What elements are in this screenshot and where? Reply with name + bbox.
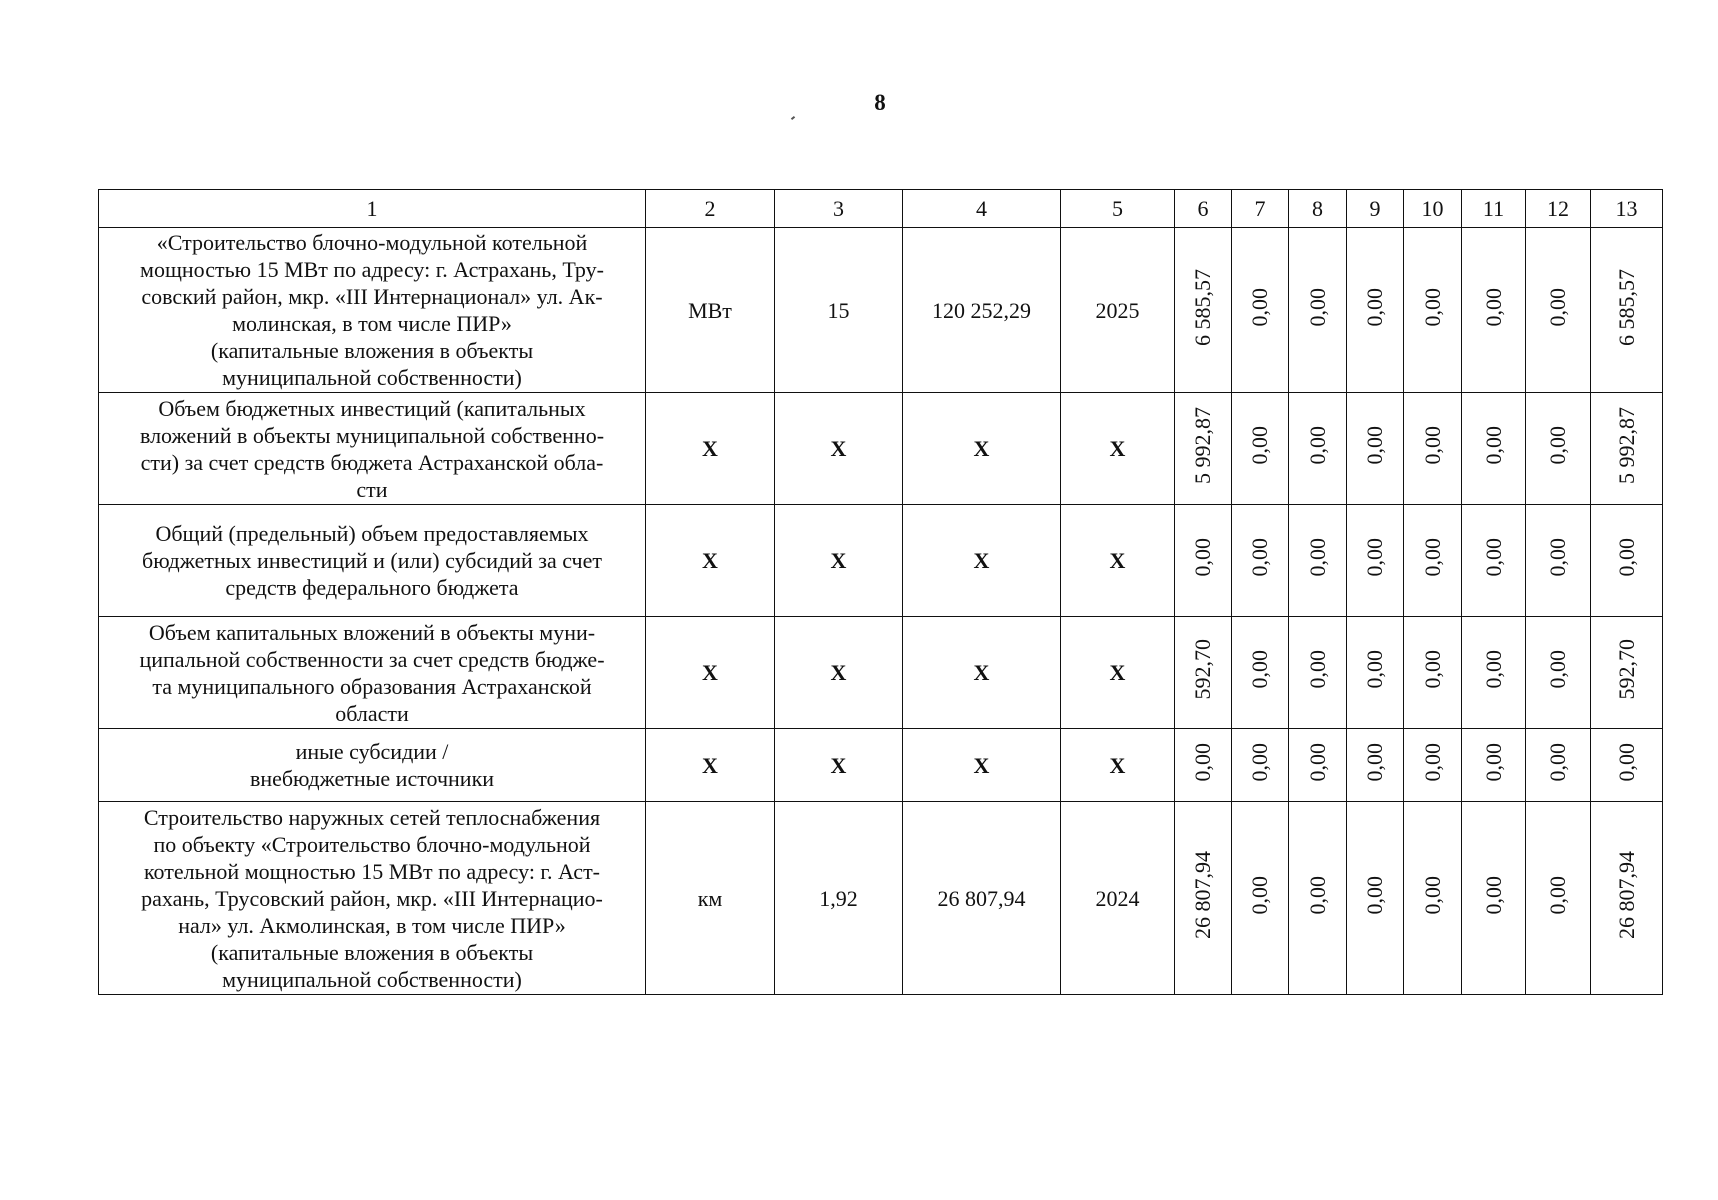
value-text: 0,00: [1419, 875, 1445, 915]
value-cell: [1404, 228, 1462, 393]
capacity-cell: 15: [775, 228, 903, 393]
header-cell: 7: [1232, 190, 1289, 228]
value-cell: [1175, 393, 1232, 505]
capacity-cell: X: [775, 729, 903, 802]
page-number: 8: [874, 90, 886, 115]
table-row: [99, 228, 1663, 393]
value-cell: [1232, 228, 1289, 393]
value-cell: [1462, 393, 1526, 505]
value-cell: [1347, 393, 1404, 505]
value-cell: [1232, 729, 1289, 802]
description-line: «Строительство блочно-модульной котельной: [156, 230, 588, 255]
value-text: 6 585,57: [1613, 268, 1639, 346]
value-text: 0,00: [1545, 650, 1570, 689]
value-cell: [1526, 617, 1591, 729]
description-line: Строительство наружных сетей теплоснабжения: [143, 804, 601, 830]
value-cell: [1526, 505, 1591, 617]
value-text: 0,00: [1304, 875, 1330, 915]
value-cell: [1232, 505, 1289, 617]
header-cell: 13: [1591, 190, 1663, 228]
value-text: 0,00: [1545, 875, 1570, 915]
value-cell: [1347, 228, 1404, 393]
table-row: [99, 393, 1663, 505]
value-text: 0,00: [1190, 742, 1215, 782]
value-cell: [1289, 802, 1347, 995]
value-text: 26 807,94: [1190, 851, 1215, 939]
value-cell: [1462, 729, 1526, 802]
stray-mark: [791, 116, 795, 120]
value-cell: [1347, 802, 1404, 995]
value-text: 0,00: [1362, 538, 1387, 577]
row-description: [99, 729, 646, 802]
capacity-cell: X: [775, 617, 903, 729]
value-text: 0,00: [1419, 650, 1445, 689]
unit-cell: X: [646, 729, 775, 802]
value-cell: [1462, 228, 1526, 393]
year-cell: X: [1061, 617, 1175, 729]
year-cell: X: [1061, 729, 1175, 802]
value-text: 0,00: [1247, 287, 1272, 327]
value-cell: [1591, 617, 1663, 729]
value-text: 0,00: [1247, 538, 1272, 577]
description-line: совский район, мкр. «III Интернационал» ул. Ак-: [141, 284, 603, 309]
value-cell: [1526, 802, 1591, 995]
unit-cell: км: [646, 802, 775, 995]
value-text: 0,00: [1419, 538, 1445, 577]
capacity-cell: X: [775, 393, 903, 505]
value-text: 0,00: [1613, 742, 1639, 782]
description-line: по объекту «Строительство блочно-модульной: [153, 831, 591, 857]
value-cell: [1591, 505, 1663, 617]
description-line: сти) за счет средств бюджета Астраханской обла-: [140, 449, 604, 475]
value-text: 26 807,94: [1613, 851, 1639, 939]
header-cell: 6: [1175, 190, 1232, 228]
value-cell: [1347, 505, 1404, 617]
value-text: 0,00: [1419, 287, 1445, 327]
value-text: 0,00: [1247, 426, 1272, 465]
value-cell: [1175, 802, 1232, 995]
row-description: [99, 617, 646, 729]
row-description: [99, 802, 646, 995]
value-text: 0,00: [1247, 742, 1272, 782]
description-line: Объем капитальных вложений в объекты муни-: [148, 619, 596, 645]
cost-cell: 26 807,94: [903, 802, 1061, 995]
table-body: [99, 190, 1663, 995]
value-text: 0,00: [1362, 742, 1387, 782]
value-text: 0,00: [1480, 426, 1506, 465]
value-cell: [1289, 617, 1347, 729]
description-line: Общий (предельный) объем предоставляемых: [155, 521, 589, 546]
row-description: [99, 393, 646, 505]
value-cell: [1175, 729, 1232, 802]
year-cell: 2025: [1061, 228, 1175, 393]
description-line: ципальной собственности за счет средств бюдже-: [139, 646, 605, 672]
row-description: [99, 505, 646, 617]
value-cell: [1462, 802, 1526, 995]
header-cell: 12: [1526, 190, 1591, 228]
cost-cell: X: [903, 617, 1061, 729]
value-cell: [1347, 729, 1404, 802]
description-line: вложений в объекты муниципальной собственно-: [139, 422, 605, 448]
value-text: 0,00: [1190, 538, 1215, 577]
description-line: молинская, в том числе ПИР»: [232, 311, 512, 336]
value-text: 0,00: [1480, 650, 1506, 689]
value-cell: [1232, 617, 1289, 729]
description-line: Объем бюджетных инвестиций (капитальных: [158, 395, 586, 421]
value-cell: [1347, 617, 1404, 729]
table-row: [99, 802, 1663, 995]
table-row: [99, 505, 1663, 617]
value-text: 0,00: [1545, 426, 1570, 465]
value-cell: [1526, 228, 1591, 393]
value-cell: [1404, 393, 1462, 505]
value-cell: [1526, 393, 1591, 505]
description-line: (капитальные вложения в объекты: [210, 939, 534, 965]
description-line: рахань, Трусовский район, мкр. «III Интернацио-: [141, 885, 603, 911]
header-cell: 11: [1462, 190, 1526, 228]
value-cell: [1175, 617, 1232, 729]
value-cell: [1404, 505, 1462, 617]
unit-cell: X: [646, 617, 775, 729]
description-line: иные субсидии /: [295, 739, 449, 764]
value-cell: [1289, 228, 1347, 393]
value-text: 5 992,87: [1613, 407, 1639, 484]
value-text: 0,00: [1480, 538, 1506, 577]
description-line: нал» ул. Акмолинская, в том числе ПИР»: [178, 912, 566, 938]
year-cell: X: [1061, 505, 1175, 617]
table-row: [99, 729, 1663, 802]
value-cell: [1591, 802, 1663, 995]
header-cell: 2: [646, 190, 775, 228]
value-text: 0,00: [1419, 426, 1445, 465]
unit-cell: X: [646, 393, 775, 505]
header-cell: 9: [1347, 190, 1404, 228]
description-line: котельной мощностью 15 МВт по адресу: г. Аст-: [143, 858, 601, 884]
description-line: (капитальные вложения в объекты: [210, 338, 534, 363]
value-cell: [1175, 505, 1232, 617]
budget-table: [98, 189, 1663, 995]
capacity-cell: 1,92: [775, 802, 903, 995]
unit-cell: МВт: [646, 228, 775, 393]
value-text: 5 992,87: [1190, 407, 1215, 484]
cost-cell: X: [903, 729, 1061, 802]
value-cell: [1232, 802, 1289, 995]
year-cell: 2024: [1061, 802, 1175, 995]
header-cell: 3: [775, 190, 903, 228]
value-text: 0,00: [1362, 650, 1387, 689]
value-text: 0,00: [1362, 287, 1387, 327]
description-line: сти: [356, 476, 388, 502]
value-text: 0,00: [1480, 287, 1506, 327]
description-line: та муниципального образования Астраханской: [152, 673, 592, 699]
header-cell: 5: [1061, 190, 1175, 228]
unit-cell: X: [646, 505, 775, 617]
value-text: 592,70: [1613, 639, 1639, 700]
value-cell: [1526, 729, 1591, 802]
value-text: 592,70: [1190, 639, 1215, 700]
value-cell: [1591, 228, 1663, 393]
value-cell: [1404, 802, 1462, 995]
value-text: 0,00: [1247, 650, 1272, 689]
header-row: [99, 190, 1663, 228]
value-text: 0,00: [1362, 426, 1387, 465]
description-line: муниципальной собственности): [222, 966, 522, 992]
value-text: 0,00: [1545, 742, 1570, 782]
header-cell: 8: [1289, 190, 1347, 228]
value-cell: [1462, 617, 1526, 729]
value-cell: [1289, 729, 1347, 802]
value-text: 0,00: [1304, 742, 1330, 782]
value-cell: [1591, 393, 1663, 505]
capacity-cell: X: [775, 505, 903, 617]
value-text: 0,00: [1247, 875, 1272, 915]
value-cell: [1404, 729, 1462, 802]
header-cell: 10: [1404, 190, 1462, 228]
description-line: бюджетных инвестиций и (или) субсидий за счет: [142, 548, 602, 573]
value-text: 0,00: [1545, 287, 1570, 327]
value-cell: [1591, 729, 1663, 802]
value-text: 0,00: [1304, 426, 1330, 465]
description-line: мощностью 15 МВт по адресу: г. Астрахань, Тру-: [140, 257, 604, 282]
value-cell: [1175, 228, 1232, 393]
header-cell: 1: [99, 190, 646, 228]
cost-cell: X: [903, 505, 1061, 617]
cost-cell: X: [903, 393, 1061, 505]
value-text: 0,00: [1480, 742, 1506, 782]
description-line: средств федерального бюджета: [225, 575, 519, 600]
year-cell: X: [1061, 393, 1175, 505]
value-cell: [1404, 617, 1462, 729]
description-line: муниципальной собственности): [222, 365, 522, 390]
value-cell: [1289, 505, 1347, 617]
value-cell: [1462, 505, 1526, 617]
header-cell: 4: [903, 190, 1061, 228]
value-text: 0,00: [1613, 538, 1639, 577]
value-text: 0,00: [1419, 742, 1445, 782]
value-text: 6 585,57: [1190, 268, 1215, 346]
value-text: 0,00: [1362, 875, 1387, 915]
value-text: 0,00: [1304, 650, 1330, 689]
value-text: 0,00: [1480, 875, 1506, 915]
cost-cell: 120 252,29: [903, 228, 1061, 393]
value-text: 0,00: [1304, 287, 1330, 327]
description-line: области: [335, 700, 409, 726]
value-cell: [1289, 393, 1347, 505]
value-cell: [1232, 393, 1289, 505]
row-description: [99, 228, 646, 393]
table-row: [99, 617, 1663, 729]
description-line: внебюджетные источники: [249, 766, 495, 791]
value-text: 0,00: [1304, 538, 1330, 577]
value-text: 0,00: [1545, 538, 1570, 577]
